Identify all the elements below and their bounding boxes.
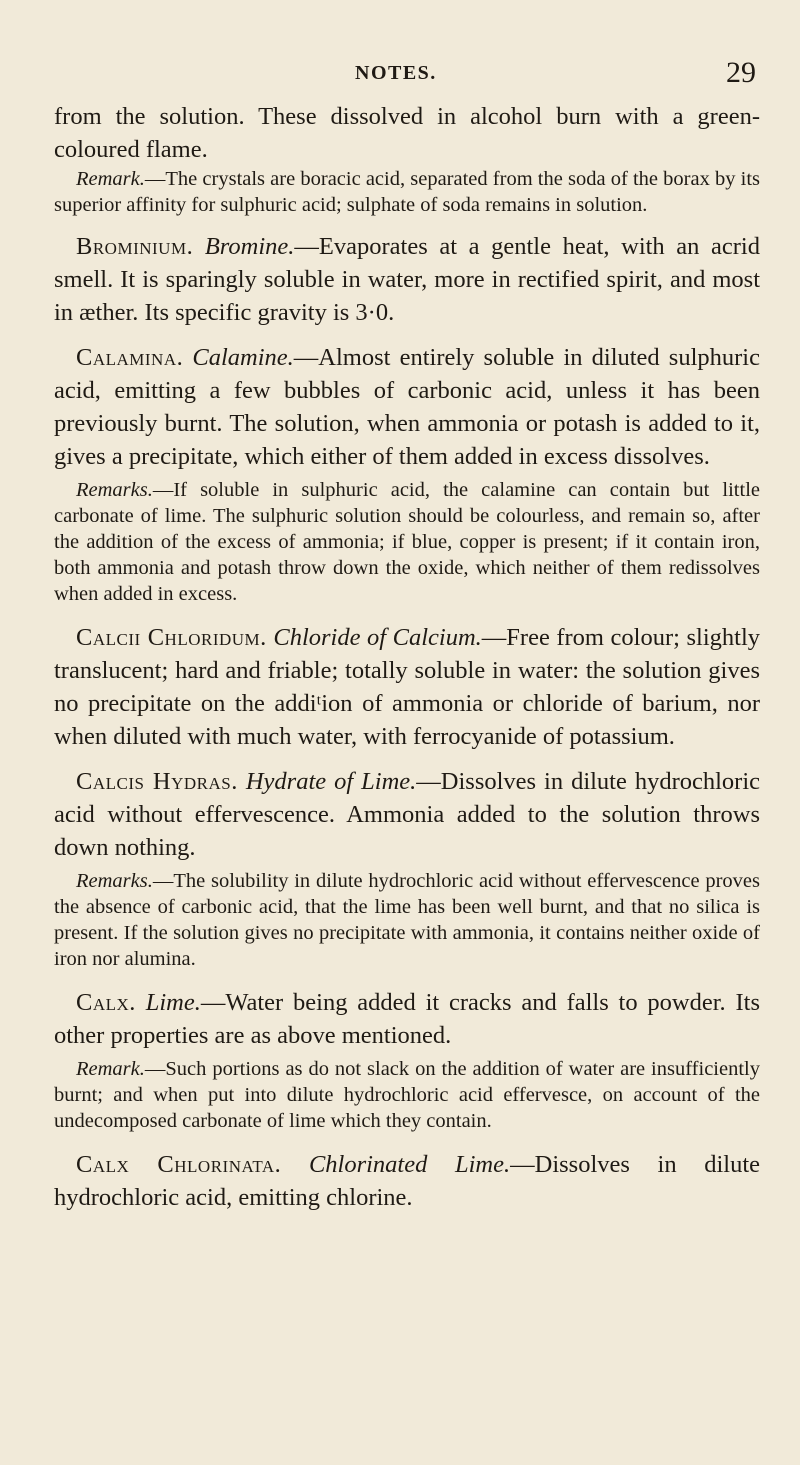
entry-calcis-hydras [54, 765, 760, 864]
entry-text: —Dissolves in dilute hydrochloric acid, emitting chlorine. [54, 1151, 761, 1211]
remark-label: Remarks. [76, 479, 153, 501]
entry-english-name: Chlorinated Lime. [308, 1151, 511, 1178]
entry-text: —Water being added it cracks and falls to powder. Its other properties are as above mentioned. [54, 989, 760, 1049]
page-number: 29 [726, 56, 756, 89]
remark-text: —The solubility in dilute hydrochloric acid without effervescence proves the absence of carbonic acid, that the lime has been well burnt, and that no silica is present. If the solution gives no precipitate with ammonia, it contains neither oxide of iron nor alumina. [54, 870, 760, 970]
entry-latin-name: Calx Chlorinata. [76, 1151, 282, 1178]
remark-label: Remarks. [76, 870, 153, 892]
remark-label: Remark. [76, 168, 145, 190]
entry-text: —Free from colour; slightly translucent; hard and friable; totally soluble in water: the solution gives no precipitate on the addiᵗion of ammonia or chloride of barium, nor when diluted with much water, with ferrocyanide of potassium. [54, 624, 760, 750]
remark-text: —The crystals are boracic acid, separated from the soda of the borax by its superior affinity for sulphuric acid; sulphate of soda remains in solution. [54, 168, 760, 216]
remark-label: Remark. [76, 1058, 145, 1080]
entry-text: —Almost entirely soluble in diluted sulphuric acid, emitting a few bubbles of carbonic acid, unless it has been previously burnt. The solution, when ammonia or potash is added to it, gives a precipitate, which either of them added in excess dissolves. [54, 344, 760, 470]
continuation-paragraph: from the solution. These dissolved in alcohol burn with a green-coloured flame. [54, 103, 760, 163]
remark-text: —If soluble in sulphuric acid, the calamine can contain but little carbonate of lime. The sulphuric solution should be colourless, and remain so, after the addition of the excess of ammonia; if blue, copper is present; if it contain iron, both ammonia and potash throw down the oxide, which neither of them redissolves when added in excess. [54, 479, 760, 605]
entry-latin-name: Calamina. [76, 344, 184, 371]
page-body [54, 100, 760, 1214]
entry-english-name: Bromine. [204, 233, 295, 260]
remark-text: —Such portions as do not slack on the addition of water are insufficiently burnt; and when put into dilute hydrochloric acid effervesce, on account of the undecomposed carbonate of lime which they contain. [54, 1058, 760, 1132]
entry-latin-name: Calcii Chloridum. [76, 624, 267, 651]
entry-latin-name: Calx. [76, 989, 136, 1016]
entry-english-name: Calamine. [192, 344, 294, 371]
running-title: NOTES. [355, 62, 437, 84]
entry-english-name: Chloride of Calcium. [273, 624, 482, 651]
entry-english-name: Lime. [145, 989, 201, 1016]
entry-calx [54, 986, 760, 1052]
page-header [0, 56, 800, 96]
remark-paragraph [54, 166, 760, 218]
entry-calx-chlorinata [54, 1148, 760, 1214]
entry-text: —Dissolves in dilute hydrochloric acid without effervescence. Ammonia added to the solution throws down nothing. [54, 768, 761, 861]
remark-paragraph [54, 1056, 760, 1134]
entry-latin-name: Brominium. [76, 233, 194, 260]
remark-paragraph [54, 868, 760, 972]
entry-calamina [54, 341, 760, 473]
entry-english-name: Hydrate of Lime. [245, 768, 417, 795]
entry-calcii-chloridum [54, 621, 760, 753]
entry-text: —Evaporates at a gentle heat, with an acrid smell. It is sparingly soluble in water, more in rectified spirit, and most in æther. Its specific gravity is 3·0. [54, 233, 760, 326]
remark-paragraph [54, 477, 760, 607]
entry-brominium [54, 230, 760, 329]
entry-latin-name: Calcis Hydras. [76, 768, 238, 795]
